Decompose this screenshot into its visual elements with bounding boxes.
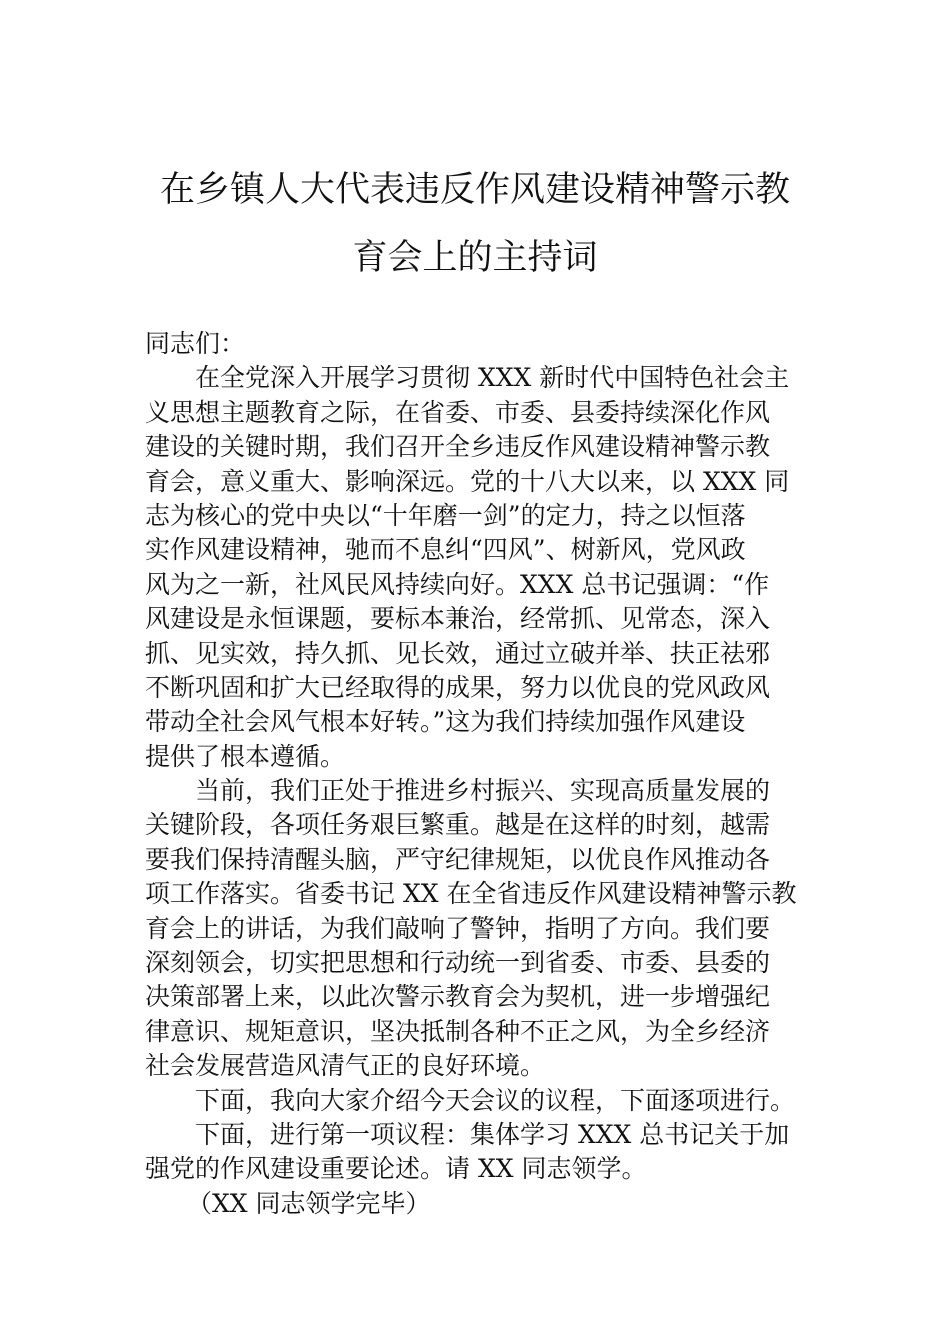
paragraph-line: 实作风建设精神，驰而不息纠“四风”、树新风，党风政	[145, 535, 746, 565]
salutation: 同志们：	[145, 329, 246, 358]
paragraph-line: 志为核心的党中央以“十年磨一剑”的定力，持之以恒落	[145, 500, 746, 530]
paragraph-line: 抓、见实效，持久抓、见长效，通过立破并举、扶正祛邪	[145, 638, 771, 668]
paragraph-line: 风为之一新，社风民风持续向好。XXX 总书记强调：“作	[145, 569, 770, 599]
paragraph-3	[145, 1084, 810, 1118]
paragraph-line: 建设的关键时期，我们召开全乡违反作风建设精神警示教	[145, 432, 771, 462]
paragraph-line: 强党的作风建设重要论述。请 XX 同志领学。	[145, 1154, 647, 1184]
paragraph-line: 育会上的讲话，为我们敲响了警钟，指明了方向。我们要	[145, 913, 771, 943]
document-title-line-1: 在乡镇人大代表违反作风建设精神警示教	[159, 170, 790, 210]
paragraph-line: 育会，意义重大、影响深远。党的十八大以来，以 XXX 同	[145, 466, 790, 496]
paragraph-line: 下面，进行第一项议程：集体学习 XXX 总书记关于加	[195, 1119, 790, 1149]
paragraph-line: 决策部署上来，以此次警示教育会为契机，进一步增强纪	[145, 982, 771, 1012]
paragraph-line: 在全党深入开展学习贯彻 XXX 新时代中国特色社会主	[195, 363, 790, 393]
paragraph-line: 项工作落实。省委书记 XX 在全省违反作风建设精神警示教	[145, 879, 797, 909]
closing-note: （XX 同志领学完毕）	[187, 1188, 431, 1218]
paragraph-line: 风建设是永恒课题，要标本兼治，经常抓、见常态，深入	[145, 604, 771, 634]
paragraph-4	[145, 1118, 810, 1187]
paragraph-line: 深刻领会，切实把思想和行动统一到省委、市委、县委的	[145, 948, 771, 978]
paragraph-line: 关键阶段，各项任务艰巨繁重。越是在这样的时刻，越需	[145, 810, 771, 840]
paragraph-line: 不断巩固和扩大已经取得的成果，努力以优良的党风政风	[145, 672, 771, 702]
paragraph-1	[145, 361, 810, 774]
paragraph-line: 要我们保持清醒头脑，严守纪律规矩，以优良作风推动各	[145, 844, 771, 874]
paragraph-2	[145, 774, 810, 1084]
document-title-line-2: 育会上的主持词	[352, 238, 598, 278]
paragraph-line: 社会发展营造风清气正的良好环境。	[145, 1051, 546, 1081]
paragraph-line: 当前，我们正处于推进乡村振兴、实现高质量发展的	[195, 776, 771, 806]
paragraph-line: 带动全社会风气根本好转。”这为我们持续加强作风建设	[145, 707, 746, 737]
document-body	[145, 327, 810, 1221]
paragraph-line: 义思想主题教育之际，在省委、市委、县委持续深化作风	[145, 397, 771, 427]
paragraph-line: 提供了根本遵循。	[145, 741, 346, 771]
paragraph-line: 律意识、规矩意识，坚决抵制各种不正之风，为全乡经济	[145, 1016, 771, 1046]
paragraph-line: 下面，我向大家介绍今天会议的议程，下面逐项进行。	[195, 1085, 796, 1115]
